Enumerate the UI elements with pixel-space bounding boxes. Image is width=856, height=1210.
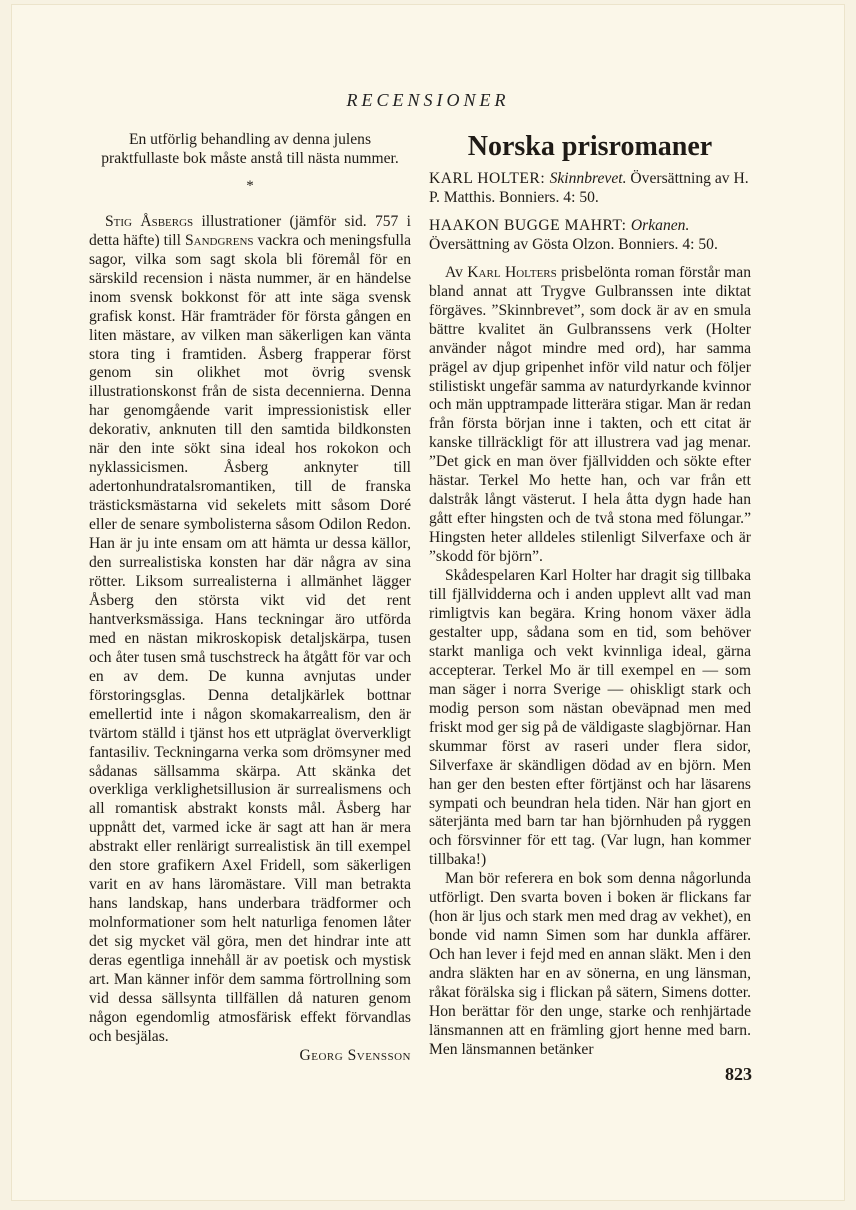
paragraph-text: prisbelönta roman förstår man bland annat att Trygve Gulbranssen inte diktat förgäves. ”Skinnbrevet”, som dock är av en smula bättre kvalitet än Gulbranssens verk (Holter använder något mindre med ord), har samma prägel av djup gripenhet inför vild natur och följer stilistiskt ungefär samma av naturdyrkande kvinnor och män upptrampade litterära stigar. Man är redan från första början inne i takten, och ett citat är kanske tillräckligt för att illustrera vad jag menar. ”Det gick en man över fjällvidden och sökte efter hästar. Terkel Mo hette han, och var från ett dalstråk långt västerut. I hela åtta dygn hade han gått efter hingsten och de två stona med fölungar.” Hingsten heter alldeles stilenligt Silverfaxe och är ”skodd för björn”. — [429, 263, 751, 566]
book-title: Skinnbrevet. — [549, 170, 627, 187]
section-separator: * — [246, 177, 254, 194]
book-author: HAAKON BUGGE MAHRT: — [429, 216, 631, 234]
book-details: Översättning av H. P. Matthis. Bonniers. 4: 50. — [429, 170, 749, 206]
paragraph-text: illustrationer (jämför sid. 757 i detta häfte) till — [89, 212, 411, 249]
running-head: RECENSIONER — [346, 90, 510, 110]
article-title: Norska prisromaner — [467, 131, 713, 162]
book-title: Orkanen. — [630, 216, 690, 234]
left-column — [89, 131, 411, 1066]
author-name: Stig Åsbergs — [105, 212, 194, 230]
body-paragraph — [429, 264, 751, 567]
book-entry — [429, 217, 751, 255]
book-entry — [429, 170, 751, 208]
paragraph-text: vackra och meningsfulla sagor, vilka som sagt skola bli föremål för en särskild recension i nästa nummer, är en händelse inom svensk bokkonst för att inte säga svensk grafisk konst. Här framträder för första gången en liten mästare, av vilken man säkerligen kan vänta stora ting i framtiden. Åsberg frapperar först genom sin olikhet mot övrig svensk illustrationskonst från de sista decennierna. Denna har genomgående varit impressionistisk eller dekorativ, anknuten till den samtida bildkonsten när den inte sökt sina ideal hos rokokon och nyklassicismen. Åsberg anknyter till adertonhundratalsromantiken, till de franska trästicksmästarna vid sekelets mitt såsom Doré eller de senare symbolisterna såsom Odilon Redon. Han är ju inte ensam om att hämta ur dessa källor, den surrealistiska konsten har där några av sina rötter. Liksom surrealisterna i allmänhet lägger Åsberg den största vikt vid det rent hantverksmässiga. Hans teckningar äro utförda med en nästan mikroskopisk detaljskärpa, tusen och åter tusen små tuschstreck ha åtgått för var och en av dem. De kunna avnjutas under förstoringsglas. Denna detaljkärlek bottnar emellertid inte i någon skomakarrealism, den är tvärtom ställd i tjänst hos ett utpräglat öververkligt fantasiliv. Teckningarna verka som drömsyner med sådanas sällsamma skärpa. Att skänka det overkliga verklighetsillusion är surrealismens och all romantisk abstrakt konsts mål. Åsberg har uppnått det, varmed icke är sagt att han är mera abstrakt eller renlärigt surrealistisk än till exempel den store grafikern Axel Fridell, som säkerligen varit en av hans läromästare. Vill man betrakta hans landskap, hans underbara trädformer och molnformationer som helt naturliga fenomen låter det sig mycket väl göra, men det hindrar inte att deras egentliga innehåll är av poetisk och mystisk art. Man känner inför dem samma förtrollning som vid dessa sällsynta tillfällen då naturen genom någon egendomlig atmosfärisk effekt förvandlas och besjälas. — [89, 231, 411, 1045]
book-details: Översättning av Gösta Olzon. Bonniers. 4: 50. — [429, 235, 718, 253]
intro-paragraph: En utförlig behandling av denna julens praktfullaste bok måste anstå till nästa nummer. — [101, 131, 399, 167]
book-author: KARL HOLTER: — [429, 170, 550, 187]
author-name: Karl Holters — [467, 263, 557, 281]
body-paragraph: Man bör referera en bok som denna någorlunda utförligt. Den svarta boven i boken är flickans far (hon är ljus och stark men med drag av vekhet), en bonde vid namn Simen som har dunkla affärer. Och han lever i fejd med en annan släkt. Men i den andra släkten har en av sönerna, en ung länsman, råkat förälska sig i flickan på sätern, Simens dotter. Hon berättar för den unge, starke och renhjärtade länsmannen att en främling gjort henne med barn. Men länsmannen betänker — [429, 870, 751, 1058]
illustration-review-paragraph — [89, 213, 411, 1047]
body-paragraph: Skådespelaren Karl Holter har dragit sig tillbaka till fjällvidderna och i anden upplevt allt vad man rimligtvis kan begära. Kring honom växer ädla gestalter upp, sådana som en tid, som behöver starkt manliga och vekt kvinnliga ideal, gärna accepterar. Terkel Mo är till exempel en — som man säger i norra Sverige — ohiskligt stark och modig person som nästan obeväpnad men med friskt mod ger sig på de väldigaste slagbjörnar. Han skummar först av raseri under flera sidor, Silverfaxe är skändligen dödad av en björn. Men han ger den besten efter förtjänst och har läsarens sympati och beundran hela tiden. När han gjort en säterjänta med barn tar han björnhuden på ryggen och försvinner för ett tag. (Var lugn, han kommer tillbaka!) — [429, 567, 751, 869]
page-number: 823 — [725, 1064, 752, 1084]
paragraph-text: Av — [445, 263, 468, 281]
right-column — [429, 130, 751, 1060]
review-signature: Georg Svensson — [299, 1046, 411, 1064]
author-name: Sandgrens — [184, 231, 254, 249]
